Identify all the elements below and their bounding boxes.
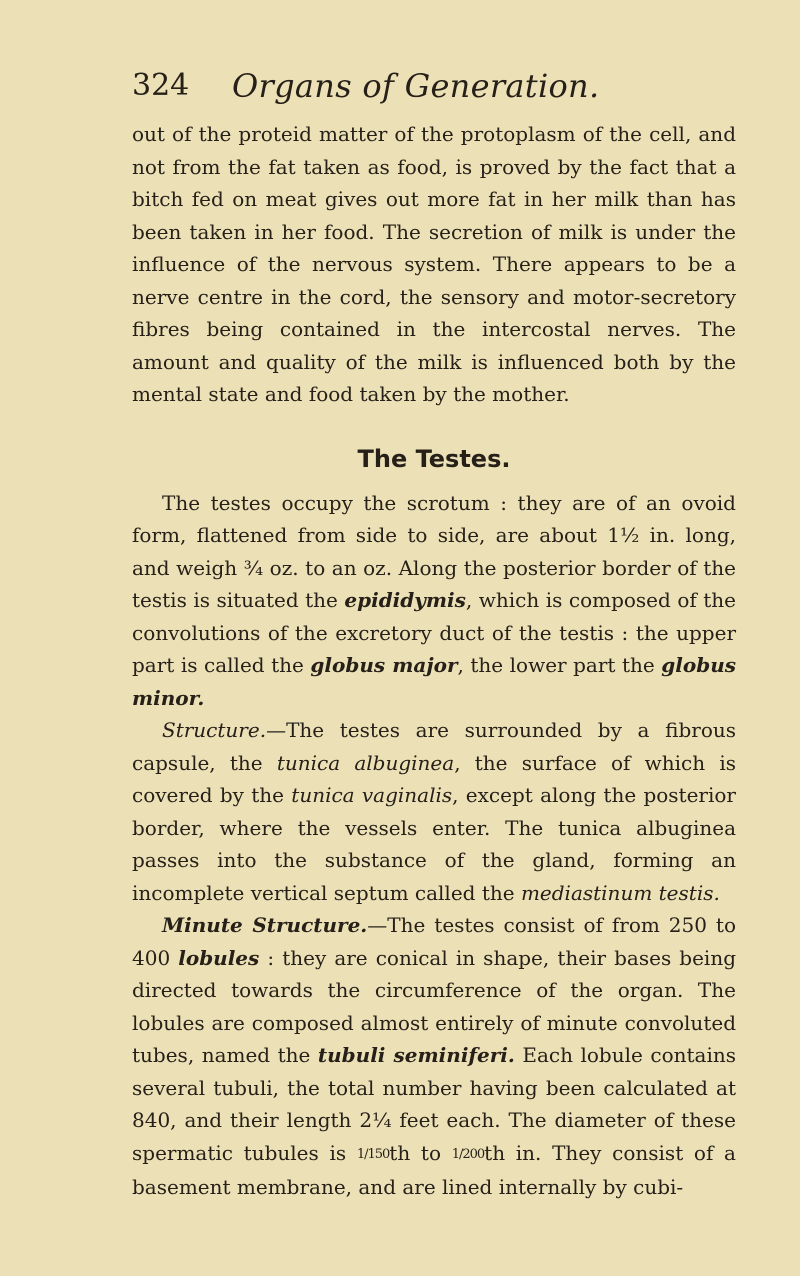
text-run: —The testes are surrounded by a fibrous capsule, the: [132, 718, 736, 775]
fraction: 1½: [607, 523, 640, 547]
term-lobules: lobules: [178, 945, 260, 970]
term-tunica-vaginalis: tunica vaginalis: [291, 783, 453, 807]
text-run: th to: [389, 1140, 452, 1165]
text-run: The testes occupy the scrotum : they are of an ovoid form, flattened from side to side, are about: [132, 490, 736, 547]
term-epididymis: epididymis: [344, 588, 466, 612]
text-run: feet each. The diameter of these spermatic tubules is: [132, 1108, 736, 1165]
fraction: 1/150: [356, 1146, 390, 1162]
text-run: Each lobule contains several tubuli, the total number having been calculated at 840, and their length: [132, 1043, 736, 1132]
page-number: 324: [132, 68, 190, 103]
text-run: , which is composed of the convolutions of the excretory duct of the testis : the upper part is called the: [132, 588, 736, 677]
running-title: Organs of Generation.: [232, 67, 600, 105]
text-run: —The testes consist of from 250 to 400: [132, 913, 736, 970]
term-tunica-albuginea: tunica albuginea: [276, 750, 455, 775]
fraction: 1/200: [451, 1146, 485, 1162]
text-run: , the lower part the: [457, 653, 662, 677]
subheading-structure: Structure.: [162, 718, 267, 742]
text-run: th in. They consist of a basement membrane, and are lined internally by cubi-: [132, 1140, 736, 1199]
page-header: [132, 64, 730, 108]
text-run: oz. to an oz. Along the posterior border of the testis is situated the: [132, 555, 736, 612]
subheading-minute-structure: Minute Structure.: [162, 913, 368, 937]
text-run: : they are conical in shape, their bases being directed towards the circumference of the organ. The lobules are composed almost entirely of minute convoluted tubes, named the: [132, 945, 736, 1067]
term-globus-minor: globus minor.: [132, 653, 736, 710]
page-body: [132, 118, 736, 1204]
text-run: , the surface of which is covered by the: [132, 750, 736, 807]
paragraph-testes-form: [132, 487, 736, 715]
text-run: , except along the posterior border, where the vessels enter. The tunica albuginea passes into the substance of the gland, forming an incomplete vertical septum called the: [132, 783, 736, 905]
paragraph-minute-structure: [132, 909, 736, 1204]
term-globus-major: globus major: [310, 653, 458, 677]
fraction: ¾: [243, 555, 264, 580]
term-mediastinum-testis: mediastinum testis.: [520, 880, 720, 905]
text-run: in. long, and weigh: [132, 523, 737, 580]
term-tubuli-seminiferi: tubuli seminiferi.: [317, 1043, 515, 1067]
paragraph-continued: out of the proteid matter of the protoplasm of the cell, and not from the fat taken as food, is proved by the fact that a bitch fed on meat gives out more fat in her milk than has been taken in her food. The secretion of milk is under the influence of the nervous system. There appears to be a nerve centre in the cord, the sensory and motor-secretory fibres being contained in the intercostal nerves. The amount and quality of the milk is influenced both by the mental state and food taken by the mother.: [132, 122, 736, 406]
fraction: 2¼: [359, 1108, 392, 1132]
paragraph-structure: [132, 714, 736, 909]
section-heading: The Testes.: [357, 444, 511, 473]
